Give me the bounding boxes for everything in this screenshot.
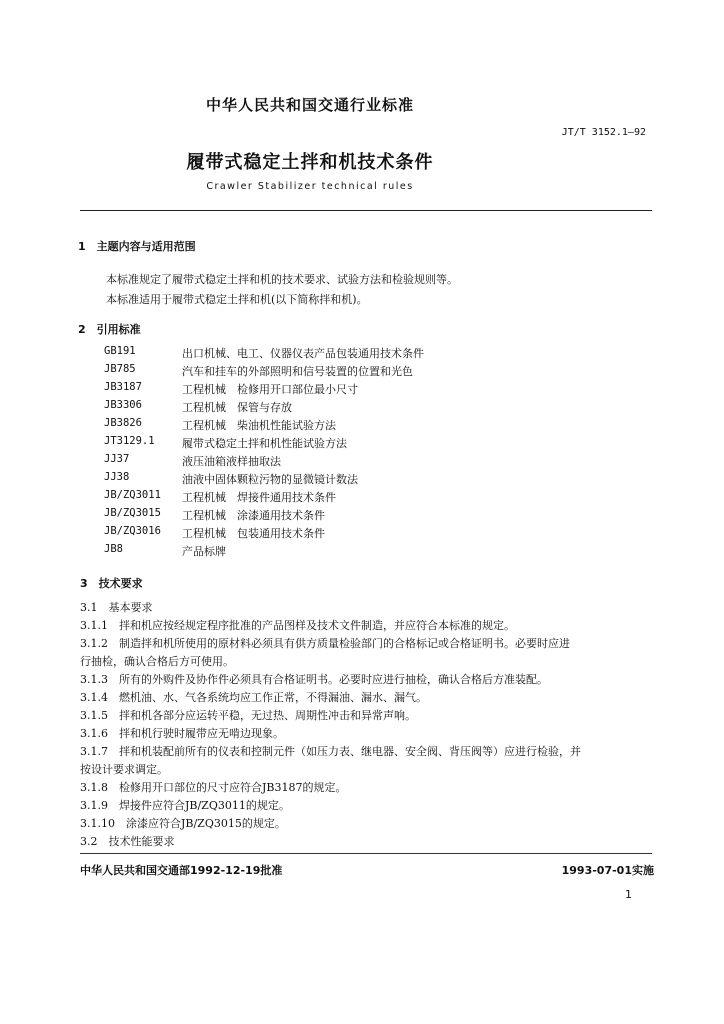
reference-title: 工程机械 包装通用技术条件 bbox=[182, 527, 325, 540]
clause: 3.1.8 检修用开口部位的尺寸应符合JB3187的规定。 bbox=[80, 781, 347, 794]
clause-continuation: 按设计要求调定。 bbox=[80, 763, 168, 776]
reference-code: JB3187 bbox=[104, 381, 142, 393]
reference-code: JB8 bbox=[104, 543, 123, 555]
footer-rule bbox=[80, 853, 652, 854]
section-1-para-2: 本标准适用于履带式稳定土拌和机(以下简称拌和机)。 bbox=[106, 293, 368, 306]
reference-title: 工程机械 涂漆通用技术条件 bbox=[182, 509, 325, 522]
standard-number: JT/T 3152.1—92 bbox=[561, 127, 646, 138]
reference-title: 汽车和挂车的外部照明和信号装置的位置和光色 bbox=[182, 365, 413, 378]
document-title: 履带式稳定土拌和机技术条件 bbox=[186, 152, 434, 173]
clause: 3.1.9 焊接件应符合JB/ZQ3011的规定。 bbox=[80, 799, 290, 812]
clause: 3.1.2 制造拌和机所使用的原材料必须具有供方质量检验部门的合格标记或合格证明书。必要时应进 bbox=[80, 637, 570, 650]
reference-title: 工程机械 保管与存放 bbox=[182, 401, 292, 414]
approval-note: 中华人民共和国交通部1992-12-19批准 bbox=[80, 864, 283, 877]
reference-code: JB/ZQ3016 bbox=[104, 525, 161, 537]
clause: 3.2 技术性能要求 bbox=[80, 835, 175, 848]
clause-continuation: 行抽检，确认合格后方可使用。 bbox=[80, 655, 234, 668]
clause: 3.1 基本要求 bbox=[80, 601, 153, 614]
reference-title: 出口机械、电工、仪器仪表产品包装通用技术条件 bbox=[182, 347, 424, 360]
section-3-heading: 3 技术要求 bbox=[80, 577, 143, 590]
clause: 3.1.5 拌和机各部分应运转平稳，无过热、周期性冲击和异常声响。 bbox=[80, 709, 416, 722]
reference-code: GB191 bbox=[104, 345, 136, 357]
reference-code: JB785 bbox=[104, 363, 136, 375]
reference-code: JB/ZQ3015 bbox=[104, 507, 161, 519]
clause: 3.1.1 拌和机应按经规定程序批准的产品图样及技术文件制造，并应符合本标准的规定。 bbox=[80, 619, 515, 632]
reference-title: 工程机械 检修用开口部位最小尺寸 bbox=[182, 383, 358, 396]
reference-title: 工程机械 焊接件通用技术条件 bbox=[182, 491, 336, 504]
clause: 3.1.3 所有的外购件及协作件必须具有合格证明书。必要时应进行抽检，确认合格后方准装配。 bbox=[80, 673, 548, 686]
clause: 3.1.7 拌和机装配前所有的仪表和控制元件（如压力表、继电器、安全阀、背压阀等）应进行检验，并 bbox=[80, 745, 581, 758]
implementation-date: 1993-07-01实施 bbox=[561, 864, 654, 877]
reference-code: JB3826 bbox=[104, 417, 142, 429]
clause: 3.1.6 拌和机行驶时履带应无啃边现象。 bbox=[80, 727, 284, 740]
reference-code: JB3306 bbox=[104, 399, 142, 411]
reference-title: 产品标牌 bbox=[182, 545, 226, 558]
header-rule bbox=[80, 210, 652, 211]
reference-title: 液压油箱液样抽取法 bbox=[182, 455, 281, 468]
reference-code: JT3129.1 bbox=[104, 435, 155, 447]
reference-title: 工程机械 柴油机性能试验方法 bbox=[182, 419, 336, 432]
reference-code: JJ38 bbox=[104, 471, 130, 483]
reference-code: JB/ZQ3011 bbox=[104, 489, 161, 501]
section-1-para-1: 本标准规定了履带式稳定土拌和机的技术要求、试验方法和检验规则等。 bbox=[106, 273, 458, 286]
section-2-heading: 2 引用标准 bbox=[78, 323, 141, 336]
clause: 3.1.4 燃机油、水、气各系统均应工作正常，不得漏油、漏水、漏气。 bbox=[80, 691, 427, 704]
reference-title: 油液中固体颗粒污物的显微镜计数法 bbox=[182, 473, 358, 486]
clause: 3.1.10 涂漆应符合JB/ZQ3015的规定。 bbox=[80, 817, 286, 830]
section-1-heading: 1 主题内容与适用范围 bbox=[78, 240, 196, 253]
reference-code: JJ37 bbox=[104, 453, 130, 465]
reference-title: 履带式稳定土拌和机性能试验方法 bbox=[182, 437, 347, 450]
page-number: 1 bbox=[625, 888, 632, 901]
english-title: Crawler Stabilizer technical rules bbox=[206, 181, 414, 192]
industry-standard-heading: 中华人民共和国交通行业标准 bbox=[205, 96, 414, 114]
